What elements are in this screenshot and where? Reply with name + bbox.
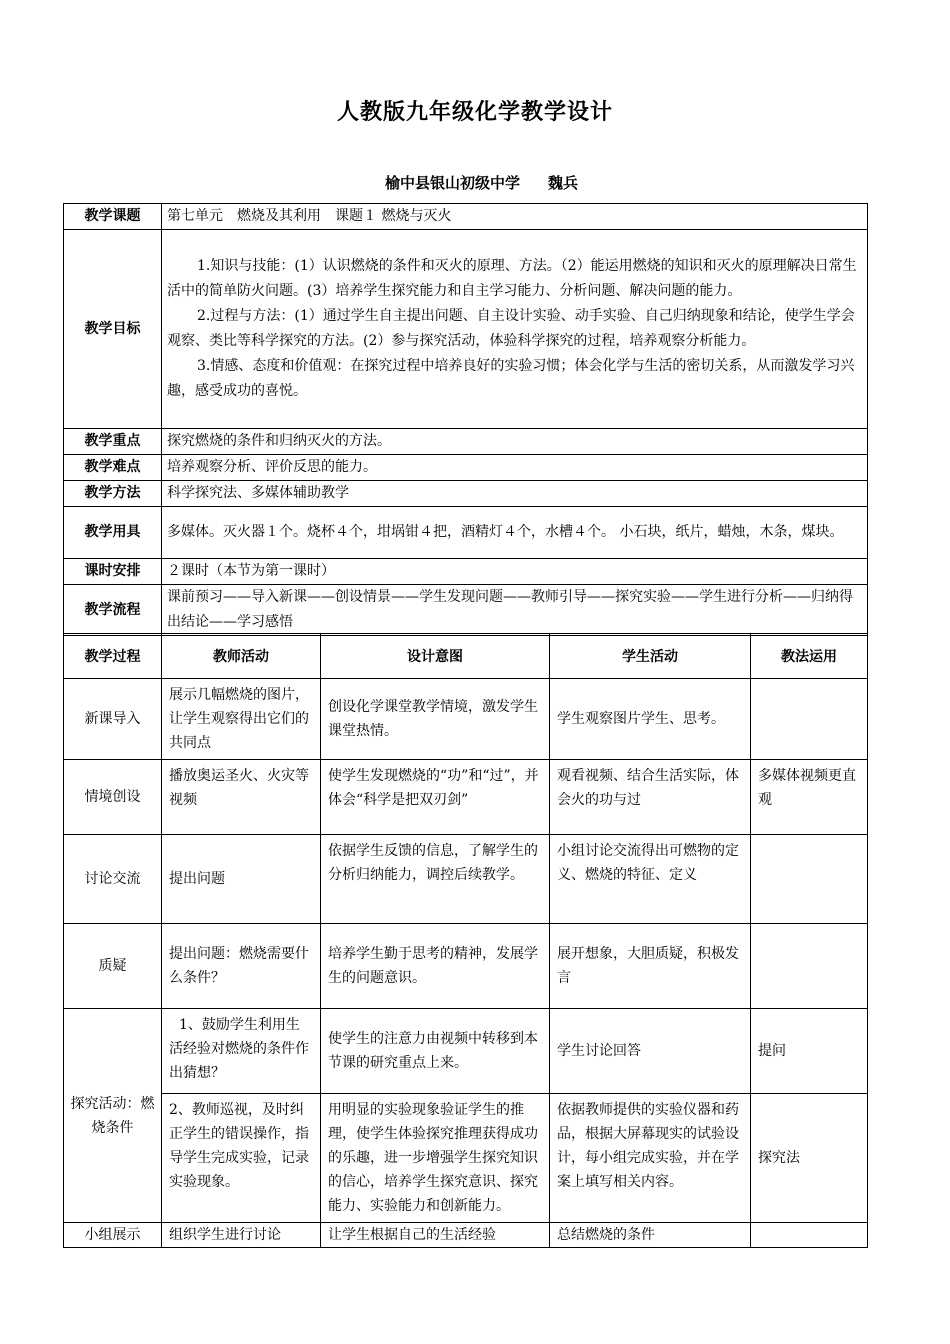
row-content: 培养观察分析、评价反思的能力。 [162, 455, 868, 481]
intent-cell: 用明显的实验现象验证学生的推理，使学生体验探究推理获得成功的乐趣，进一步增强学生探究知识的信心，培养学生探究意识、探究能力、实验能力和创新能力。 [321, 1094, 550, 1223]
row-label: 教学难点 [64, 455, 162, 481]
objective-process: 2.过程与方法：(1）通过学生自主提出问题、自主设计实验、动手实验、自己归纳现象和结论，使学生学会观察、类比等科学探究的方法。(2）参与探究活动，体验科学探究的过程，培养观察分析能力。 [167, 308, 855, 349]
teacher-cell: 1、鼓励学生利用生活经验对燃烧的条件作出猜想？ [162, 1009, 321, 1094]
header-intent: 设计意图 [321, 634, 550, 679]
row-label: 课时安排 [64, 559, 162, 585]
stage-cell: 讨论交流 [64, 835, 162, 924]
objective-knowledge: 1.知识与技能：(1）认识燃烧的条件和灭火的原理、方法。（2）能运用燃烧的知识和灭火的原理解决日常生活中的简单防火问题。(3）培养学生探究能力和自主学习能力、分析问题、解决问题的能力。 [167, 258, 857, 299]
process-row [64, 760, 868, 835]
row-label: 教学目标 [64, 230, 162, 429]
method-cell: 提问 [751, 1009, 868, 1094]
stage-cell: 探究活动：燃烧条件 [64, 1009, 162, 1223]
info-row-topic [64, 204, 868, 230]
header-stage: 教学过程 [64, 634, 162, 679]
process-row-inquiry-1 [64, 1009, 868, 1094]
method-cell [751, 835, 868, 924]
teacher-cell: 提出问题 [162, 835, 321, 924]
teacher-cell: 提出问题：燃烧需要什么条件？ [162, 924, 321, 1009]
intent-cell: 让学生根据自己的生活经验 [321, 1223, 550, 1248]
intent-cell: 使学生的注意力由视频中转移到本节课的研究重点上来。 [321, 1009, 550, 1094]
teaching-process-table [63, 633, 868, 1248]
intent-cell: 培养学生勤于思考的精神，发展学生的问题意识。 [321, 924, 550, 1009]
row-content: 多媒体。灭火器１个。烧杯４个，坩埚钳４把，酒精灯４个，水槽４个。 小石块，纸片，蜡烛，木条，煤块。 [162, 507, 868, 559]
intent-cell: 使学生发现燃烧的“功”和“过”，并体会“科学是把双刃剑” [321, 760, 550, 835]
row-content: ２课时（本节为第一课时） [162, 559, 868, 585]
lesson-info-table [63, 203, 868, 636]
row-content: 科学探究法、多媒体辅助教学 [162, 481, 868, 507]
student-cell: 观看视频、结合生活实际，体会火的功与过 [550, 760, 751, 835]
row-label: 教学用具 [64, 507, 162, 559]
row-label: 教学流程 [64, 585, 162, 636]
row-label: 教学课题 [64, 204, 162, 230]
document-title: 人教版九年级化学教学设计 [336, 99, 613, 125]
info-row-objectives [64, 230, 868, 429]
process-header-row [64, 634, 868, 679]
stage-cell: 质疑 [64, 924, 162, 1009]
info-row-schedule [64, 559, 868, 585]
row-content: 探究燃烧的条件和归纳灭火的方法。 [162, 429, 868, 455]
row-label: 教学重点 [64, 429, 162, 455]
student-cell: 学生观察图片学生、思考。 [550, 679, 751, 760]
process-row [64, 924, 868, 1009]
stage-cell: 新课导入 [64, 679, 162, 760]
row-content [162, 230, 868, 429]
student-cell: 总结燃烧的条件 [550, 1223, 751, 1248]
teacher-cell: 展示几幅燃烧的图片，让学生观察得出它们的共同点 [162, 679, 321, 760]
student-cell: 展开想象，大胆质疑，积极发言 [550, 924, 751, 1009]
header-teacher: 教师活动 [162, 634, 321, 679]
intent-cell: 创设化学课堂教学情境，激发学生课堂热情。 [321, 679, 550, 760]
method-cell: 多媒体视频更直观 [751, 760, 868, 835]
stage-cell: 小组展示 [64, 1223, 162, 1248]
process-row [64, 835, 868, 924]
author-line [385, 172, 578, 193]
info-row-flow [64, 585, 868, 636]
info-row-difficulty [64, 455, 868, 481]
objective-attitude: 3.情感、态度和价值观：在探究过程中培养良好的实验习惯；体会化学与生活的密切关系，从而激发学习兴趣，感受成功的喜悦。 [167, 358, 855, 399]
intent-cell: 依据学生反馈的信息，了解学生的分析归纳能力，调控后续教学。 [321, 835, 550, 924]
student-cell: 学生讨论回答 [550, 1009, 751, 1094]
row-label: 教学方法 [64, 481, 162, 507]
teacher-cell: 组织学生进行讨论 [162, 1223, 321, 1248]
process-row [64, 1223, 868, 1248]
teacher-cell: 2、教师巡视，及时纠正学生的错误操作，指导学生完成实验，记录实验现象。 [162, 1094, 321, 1223]
info-row-tools [64, 507, 868, 559]
method-cell [751, 924, 868, 1009]
process-row [64, 679, 868, 760]
header-student: 学生活动 [550, 634, 751, 679]
method-cell: 探究法 [751, 1094, 868, 1223]
school-name: 榆中县银山初级中学 [385, 174, 521, 192]
info-row-method [64, 481, 868, 507]
info-row-keypoint [64, 429, 868, 455]
teacher-name: 魏兵 [548, 174, 579, 192]
row-content: 第七单元 燃烧及其利用 课题１ 燃烧与灭火 [162, 204, 868, 230]
method-cell [751, 679, 868, 760]
teacher-cell: 播放奥运圣火、火灾等视频 [162, 760, 321, 835]
student-cell: 依据教师提供的实验仪器和药品，根据大屏幕现实的试验设计，每小组完成实验，并在学案上填写相关内容。 [550, 1094, 751, 1223]
stage-cell: 情境创设 [64, 760, 162, 835]
student-cell: 小组讨论交流得出可燃物的定义、燃烧的特征、定义 [550, 835, 751, 924]
method-cell [751, 1223, 868, 1248]
process-row-inquiry-2 [64, 1094, 868, 1223]
row-content: 课前预习——导入新课——创设情景——学生发现问题——教师引导——探究实验——学生进行分析——归纳得出结论——学习感悟 [162, 585, 868, 636]
header-method: 教法运用 [751, 634, 868, 679]
